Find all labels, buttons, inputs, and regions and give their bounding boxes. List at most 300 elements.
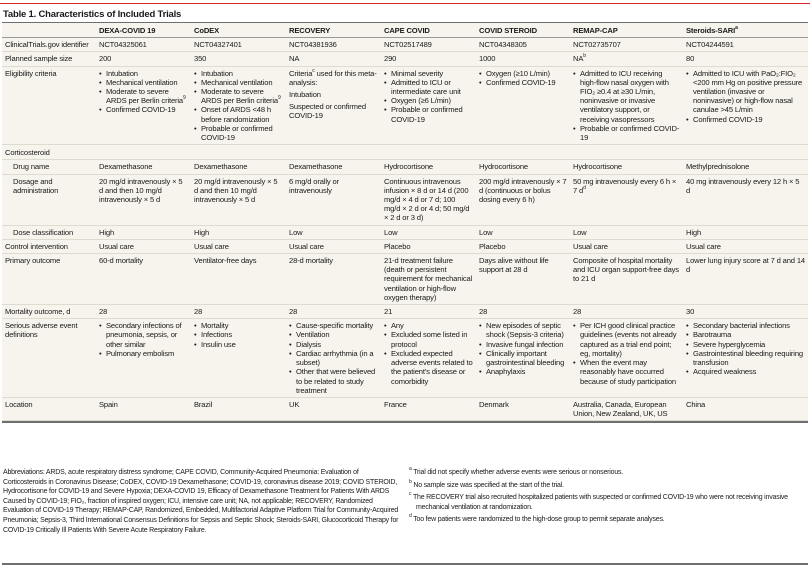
table-cell (191, 38, 286, 52)
table-cell (191, 174, 286, 225)
row-label: Planned sample size (2, 52, 96, 66)
table-cell (570, 397, 683, 420)
table-cell (191, 397, 286, 420)
list-item (384, 96, 473, 105)
cell-text: Intubation (201, 68, 233, 78)
table-cell (683, 305, 808, 319)
cell-text: China (686, 399, 706, 409)
cell-paragraph (99, 307, 188, 316)
row-label: ClinicalTrials.gov identifier (2, 38, 96, 52)
table-cell (286, 52, 381, 66)
cell-text: Ventilation (296, 330, 330, 340)
column-header-label: RECOVERY (289, 26, 331, 35)
cell-paragraph (384, 228, 473, 237)
cell-paragraph (99, 256, 188, 265)
table-cell (96, 319, 191, 398)
list-item (194, 78, 283, 87)
row-label: Drug name (2, 160, 96, 174)
cell-paragraph (573, 400, 680, 418)
table-cell (476, 397, 570, 420)
list-item (289, 340, 378, 349)
column-header (683, 23, 808, 38)
table-cell (191, 305, 286, 319)
cell-text: Lower lung injury score at 7 d and 14 d (686, 256, 805, 275)
column-header (191, 23, 286, 38)
list-item (99, 349, 188, 358)
table-cell (570, 52, 683, 66)
cell-text: Barotrauma (693, 330, 732, 340)
cell-text: 28 (99, 307, 108, 317)
cell-paragraph (686, 177, 805, 195)
cell-text: Per ICH good clinical practice guidelines (events not already captured as a trial end point; eg, mortality) (580, 321, 677, 358)
table-cell (683, 319, 808, 398)
table-cell (191, 52, 286, 66)
cell-text: 20 mg/d intravenously × 5 d and then 10 mg/d intravenously × 5 d (194, 176, 278, 205)
column-header-label: CAPE COVID (384, 26, 430, 35)
cell-text: NCT04381936 (289, 40, 337, 50)
cell-text: Hydrocortisone (573, 162, 622, 172)
table-cell (570, 174, 683, 225)
table-cell (683, 254, 808, 305)
table-cell (476, 305, 570, 319)
cell-text: NCT02735707 (573, 40, 621, 50)
cell-paragraph (686, 256, 805, 274)
cell-text: 290 (384, 54, 397, 64)
bullet-list (99, 69, 188, 115)
footnote-marker: c (409, 491, 412, 498)
table-cell (683, 38, 808, 52)
cell-text: NCT04327401 (194, 40, 242, 50)
cell-text: Mortality (201, 321, 229, 331)
cell-paragraph (289, 400, 378, 409)
footnote-text: No sample size was specified at the start of the trial. (413, 481, 564, 489)
cell-text: 80 (686, 54, 695, 64)
cell-text: used for this meta-analysis: (289, 68, 377, 87)
table-cell (191, 66, 286, 145)
cell-text: Low (289, 227, 303, 237)
bullet-list (99, 321, 188, 358)
cell-text: Usual care (289, 241, 324, 251)
cell-paragraph (99, 242, 188, 251)
cell-text: Hydrocortisone (479, 162, 528, 172)
cell-text: 28-d mortality (289, 256, 333, 266)
cell-text: Minimal severity (391, 68, 444, 78)
cell-text: When the event may reasonably have occurred because of study participation (580, 358, 676, 386)
cell-text: Moderate to severe ARDS per Berlin criteria (201, 87, 279, 106)
footnote-marker: a (409, 466, 412, 472)
footnote (409, 515, 807, 525)
row-label: Serious adverse event definitions (2, 319, 96, 398)
cell-text: Any (391, 321, 404, 331)
table-cell (381, 66, 476, 145)
column-header (286, 23, 381, 38)
cell-text: Oxygen (≥10 L/min) (486, 68, 550, 78)
cell-text: Days alive without life support at 28 d (479, 256, 549, 275)
cell-text: Cardiac arrhythmia (in a subset) (296, 348, 374, 368)
row-label: Eligibility criteria (2, 66, 96, 145)
table-cell (286, 254, 381, 305)
table-cell (476, 225, 570, 239)
row-label: Corticosteroid (2, 145, 808, 160)
cell-text: 28 (289, 307, 298, 317)
table-cell (96, 254, 191, 305)
cell-paragraph (289, 162, 378, 171)
cell-text: High (194, 227, 210, 237)
cell-paragraph (686, 162, 805, 171)
list-item (194, 124, 283, 142)
table-row (2, 254, 808, 305)
cell-paragraph (289, 256, 378, 265)
cell-paragraph (289, 177, 378, 195)
column-header-label: REMAP-CAP (573, 26, 618, 35)
column-header (570, 23, 683, 38)
table-cell (286, 319, 381, 398)
cell-text: Dialysis (296, 339, 321, 349)
footnote-text: Trial did not specify whether adverse events were serious or nonserious. (413, 469, 624, 476)
list-item (194, 69, 283, 78)
table-cell (191, 319, 286, 398)
list-item (479, 349, 567, 367)
table-cell (381, 174, 476, 225)
table-row (2, 305, 808, 319)
column-header-label: COVID STEROID (479, 26, 537, 35)
list-item (99, 78, 188, 87)
cell-paragraph (194, 54, 283, 63)
cell-paragraph (99, 177, 188, 205)
cell-text: 20 mg/d intravenously × 5 d and then 10 mg/d intravenously × 5 d (99, 176, 183, 205)
cell-text: Admitted to ICU or intermediate care unit (391, 77, 461, 97)
table-cell (381, 319, 476, 398)
cell-paragraph (384, 307, 473, 316)
cell-text: Severe hyperglycemia (693, 339, 766, 349)
cell-paragraph (573, 162, 680, 171)
list-item (686, 349, 805, 367)
cell-text: Placebo (384, 241, 411, 251)
table-cell (191, 254, 286, 305)
cell-paragraph (686, 54, 805, 63)
list-item (99, 69, 188, 78)
bullet-list (479, 69, 567, 87)
list-item (289, 349, 378, 367)
cell-text: 200 (99, 54, 112, 64)
cell-paragraph (99, 40, 188, 49)
table-cell (286, 225, 381, 239)
abbreviations-note: Abbreviations: ARDS, acute respiratory distress syndrome; CAPE COVID, Community-Acquired Pneumonia: Evaluation of Corticosteroids in Coronavirus Disease; CoDEX, COVID-19 Dexamethasone; COVID-19, coronavirus disease 2019; COVID STEROID, Hydrocortisone for COVID-19 and Severe Hypoxia; DEXA-COVID 19, Efficacy of Dexamethasone Treatment for Patients With ARDS Caused by COVID-19; FIO₂, fraction of inspired oxygen; ICU, intensive care unit; NA, not applicable; RECOVERY, Randomized Evaluation of COVID-19 Therapy; REMAP-CAP, Randomized, Embedded, Multifactorial Adaptive Platform Trial for Community-Acquired Pneumonia; Sepsis-3, Third International Consensus Definitions for Sepsis and Septic Shock; Steroids-SARI, Glucocorticoid Therapy for COVID-19 Critically Ill Patients With Severe Acute Respiratory Failure. (3, 469, 399, 534)
table-cell (381, 397, 476, 420)
table-cell (381, 225, 476, 239)
list-item (686, 321, 805, 330)
cell-text: Low (573, 227, 587, 237)
table-cell (570, 160, 683, 174)
cell-text: Oxygen (≥6 L/min) (391, 96, 451, 106)
cell-paragraph (289, 90, 378, 99)
cell-text: Criteria (289, 68, 313, 78)
bullet-list (573, 321, 680, 385)
list-item (289, 367, 378, 395)
cell-text: Usual care (573, 241, 608, 251)
cell-text: Secondary bacterial infections (693, 321, 790, 331)
cell-text: Dexamethasone (99, 162, 153, 172)
characteristics-table (2, 22, 808, 423)
list-item (289, 330, 378, 339)
table-cell (191, 225, 286, 239)
cell-paragraph (194, 162, 283, 171)
bullet-list (384, 321, 473, 385)
list-item (194, 340, 283, 349)
cell-paragraph (194, 228, 283, 237)
cell-text: Onset of ARDS <48 h before randomization (201, 105, 271, 124)
table-cell (683, 174, 808, 225)
cell-text: 30 (686, 307, 695, 317)
footnote (409, 478, 807, 491)
cell-paragraph (384, 177, 473, 223)
table-cell (96, 66, 191, 145)
list-item (289, 321, 378, 330)
cell-paragraph (686, 40, 805, 49)
cell-paragraph (289, 102, 378, 120)
cell-text: NCT02517489 (384, 40, 432, 50)
cell-text: Hydrocortisone (384, 162, 433, 172)
cell-text: Admitted to ICU receiving high-flow nasal oxygen with FIO₂ ≥0.4 at ≥30 L/min, noninvasive or invasive ventilatory support, or receiving vasopressors (580, 68, 669, 124)
cell-text: Australia, Canada, European Union, New Zealand, UK, US (573, 399, 668, 419)
table-cell (683, 160, 808, 174)
cell-paragraph (479, 228, 567, 237)
cell-paragraph (99, 400, 188, 409)
list-item (686, 330, 805, 339)
cell-text: Usual care (194, 241, 229, 251)
cell-text: NA (573, 54, 584, 64)
footnotes (409, 468, 807, 528)
footnote-text: The RECOVERY trial also recruited hospitalized patients with suspected or confirmed COVID-19 who were not receiving invasive mechanical ventilation at randomization. (412, 494, 788, 511)
row-label: Location (2, 397, 96, 420)
cell-paragraph (573, 242, 680, 251)
cell-text: Probable or confirmed COVID-19 (580, 123, 680, 143)
cell-text: Low (479, 227, 493, 237)
table-cell (96, 397, 191, 420)
cell-text: NA (289, 54, 300, 64)
table-cell (96, 174, 191, 225)
table-cell (286, 239, 381, 253)
cell-text: Insulin use (201, 339, 236, 349)
footnote-marker: d (409, 513, 412, 520)
cell-paragraph (384, 40, 473, 49)
cell-text: 200 mg/d intravenously × 7 d (continuous or bolus dosing every 6 h) (479, 176, 567, 205)
bullet-list (194, 69, 283, 143)
table-cell (683, 397, 808, 420)
cell-text: 28 (573, 307, 582, 317)
table-cell (381, 305, 476, 319)
cell-text: High (686, 227, 702, 237)
list-item (194, 330, 283, 339)
cell-paragraph (573, 228, 680, 237)
footnote (409, 468, 807, 478)
column-header (96, 23, 191, 38)
cell-paragraph (573, 307, 680, 316)
bullet-list (194, 321, 283, 349)
column-header (381, 23, 476, 38)
cell-paragraph (384, 400, 473, 409)
bottom-rule (2, 563, 808, 565)
bullet-list (686, 69, 805, 124)
row-label: Dose classification (2, 225, 96, 239)
table-row (2, 397, 808, 420)
table-row (2, 225, 808, 239)
table-cell (191, 239, 286, 253)
cell-paragraph (99, 54, 188, 63)
cell-paragraph (384, 162, 473, 171)
cell-text: Placebo (479, 241, 506, 251)
table-cell (476, 319, 570, 398)
list-item (686, 115, 805, 124)
cell-paragraph (194, 40, 283, 49)
cell-paragraph (479, 40, 567, 49)
cell-text: Confirmed COVID-19 (486, 77, 556, 87)
cell-text: Admitted to ICU with PaO₂:FIO₂ <200 mm Hg on positive pressure ventilation (invasive or noninvasive) or high-flow nasal canulae >45 L/min (693, 68, 803, 115)
table-row (2, 66, 808, 145)
footnote-marker: b (583, 53, 586, 60)
table-cell (286, 305, 381, 319)
list-item (573, 124, 680, 142)
list-item (573, 321, 680, 358)
list-item (99, 321, 188, 349)
list-item (479, 340, 567, 349)
list-item (479, 321, 567, 339)
list-item (194, 321, 283, 330)
table-title: Table 1. Characteristics of Included Trials (3, 9, 182, 20)
column-header (2, 23, 96, 38)
cell-text: Probable or confirmed COVID-19 (391, 105, 463, 124)
table-cell (476, 38, 570, 52)
cell-paragraph (194, 307, 283, 316)
table-cell (476, 239, 570, 253)
cell-text: Mechanical ventilation (106, 77, 178, 87)
cell-text: Confirmed COVID-19 (693, 114, 763, 124)
table-cell (476, 66, 570, 145)
cell-text: 60-d mortality (99, 256, 143, 266)
cell-text: Secondary infections of pneumonia, sepsis, or other similar (106, 321, 182, 349)
column-header-label: Steroids-SARI (686, 26, 736, 35)
cell-text: 40 mg intravenously every 12 h × 5 d (686, 176, 800, 195)
cell-paragraph (686, 242, 805, 251)
cell-paragraph (573, 256, 680, 284)
cell-paragraph (384, 54, 473, 63)
cell-paragraph (573, 54, 680, 63)
list-item (384, 69, 473, 78)
table-cell (96, 305, 191, 319)
cell-text: Other that were believed to be related to study treatment (296, 367, 376, 395)
footnote-marker: 9 (183, 95, 186, 102)
list-item (194, 105, 283, 123)
cell-text: 6 mg/d orally or intravenously (289, 176, 339, 195)
table-cell (683, 52, 808, 66)
cell-text: Usual care (686, 241, 721, 251)
table-cell (570, 66, 683, 145)
cell-text: Clinically important gastrointestinal bleeding (486, 348, 565, 368)
cell-text: Pulmonary embolism (106, 348, 175, 358)
table-cell (96, 225, 191, 239)
table-cell (570, 38, 683, 52)
list-item (384, 321, 473, 330)
cell-paragraph (194, 256, 283, 265)
list-item (573, 358, 680, 386)
list-item (479, 367, 567, 376)
table-cell (683, 225, 808, 239)
cell-text: Infections (201, 330, 233, 340)
table-cell (476, 254, 570, 305)
footnote (409, 493, 807, 512)
footnote-marker: 9 (278, 95, 281, 102)
list-item (479, 69, 567, 78)
table-cell (286, 38, 381, 52)
cell-paragraph (686, 400, 805, 409)
top-accent-rule (0, 3, 810, 4)
row-label: Control intervention (2, 239, 96, 253)
cell-paragraph (289, 228, 378, 237)
table-cell (476, 174, 570, 225)
cell-text: UK (289, 399, 300, 409)
bullet-list (479, 321, 567, 376)
table-cell (570, 319, 683, 398)
cell-text: New episodes of septic shock (Sepsis-3 criteria) (486, 321, 564, 340)
list-item (384, 349, 473, 386)
cell-paragraph (194, 177, 283, 205)
cell-text: Spain (99, 399, 118, 409)
table-row (2, 319, 808, 398)
cell-text: Low (384, 227, 398, 237)
table-cell (476, 52, 570, 66)
cell-text: 350 (194, 54, 207, 64)
cell-text: Dexamethasone (289, 162, 343, 172)
column-header-label: DEXA-COVID 19 (99, 26, 156, 35)
table-cell (96, 38, 191, 52)
table-cell (683, 239, 808, 253)
table-header-row (2, 23, 808, 38)
cell-text: Brazil (194, 399, 213, 409)
cell-text: Composite of hospital mortality and ICU organ support-free days to 21 d (573, 256, 679, 284)
list-item (686, 69, 805, 115)
cell-text: 21 (384, 307, 393, 317)
cell-text: Intubation (106, 68, 138, 78)
table-cell (570, 305, 683, 319)
cell-paragraph (479, 54, 567, 63)
cell-text: Acquired weakness (693, 367, 757, 377)
cell-text: 50 mg intravenously every 6 h × 7 d (573, 176, 677, 195)
table-row (2, 174, 808, 225)
table-cell (381, 254, 476, 305)
cell-paragraph (686, 228, 805, 237)
cell-text: NCT04348305 (479, 40, 527, 50)
cell-text: Anaphylaxis (486, 367, 526, 377)
cell-paragraph (479, 242, 567, 251)
table-cell (381, 38, 476, 52)
cell-paragraph (99, 162, 188, 171)
table-cell (286, 160, 381, 174)
cell-paragraph (99, 228, 188, 237)
list-item (99, 87, 188, 105)
cell-paragraph (289, 40, 378, 49)
footnote-marker: d (583, 184, 586, 191)
cell-paragraph (573, 40, 680, 49)
footnote-marker: b (409, 478, 412, 485)
table-cell (570, 225, 683, 239)
footnote-marker: c (312, 67, 315, 74)
cell-paragraph (479, 256, 567, 274)
row-label: Mortality outcome, d (2, 305, 96, 319)
table-cell (570, 239, 683, 253)
table-cell (570, 254, 683, 305)
cell-paragraph (479, 162, 567, 171)
cell-paragraph (479, 307, 567, 316)
